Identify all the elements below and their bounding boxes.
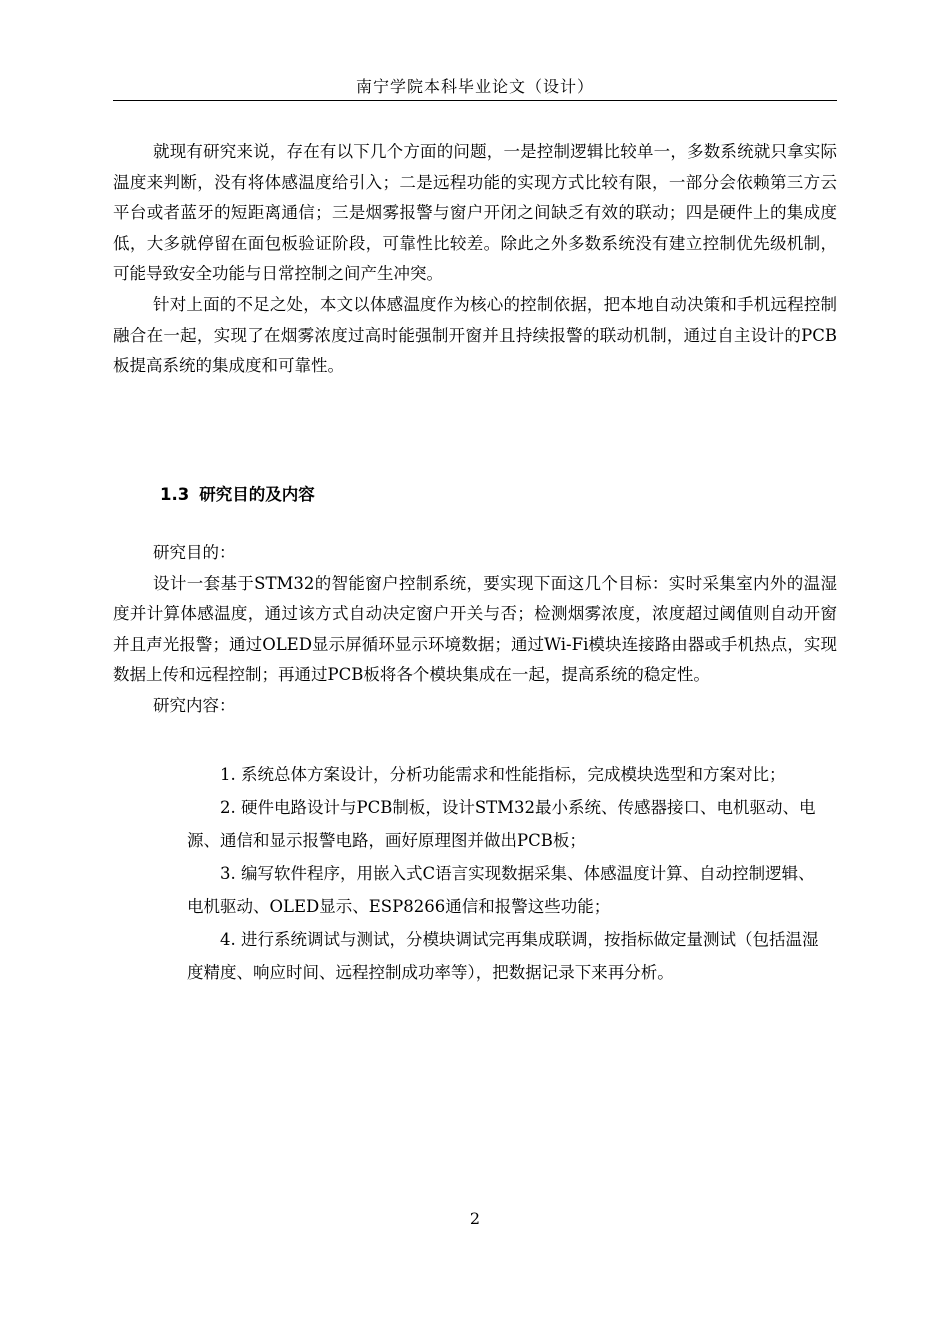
paragraph-proposed-approach: 针对上面的不足之处，本文以体感温度作为核心的控制依据，把本地自动决策和手机远程控制融合在一起，实现了在烟雾浓度过高时能强制开窗并且持续报警的联动机制，通过自主设计的PCB板提高系统的集成度和可靠性。: [113, 294, 837, 376]
section-title: 研究目的及内容: [199, 485, 315, 504]
page-number: 2: [469, 1209, 481, 1228]
purpose-paragraph: 设计一套基于STM32的智能窗户控制系统，要实现下面这几个目标：实时采集室内外的温湿度并计算体感温度，通过该方式自动决定窗户开关与否；检测烟雾浓度，浓度超过阈值则自动开窗并且声光报警；通过OLED显示屏循环显示环境数据；通过Wi-Fi模块连接路由器或手机热点，实现数据上传和远程控制；再通过PCB板将各个模块集成在一起，提高系统的稳定性。: [113, 573, 837, 685]
research-purpose-block: [113, 538, 837, 722]
list-item: 3. 编写软件程序，用嵌入式C语言实现数据采集、体感温度计算、自动控制逻辑、电机驱动、OLED显示、ESP8266通信和报警这些功能；: [187, 864, 815, 916]
content-label: 研究内容：: [153, 695, 236, 715]
research-content-list: [187, 758, 827, 989]
header-rule: [113, 100, 837, 101]
list-item: 4. 进行系统调试与测试，分模块调试完再集成联调，按指标做定量测试（包括温湿度精度、响应时间、远程控制成功率等），把数据记录下来再分析。: [187, 930, 819, 982]
purpose-label: 研究目的：: [153, 543, 236, 562]
list-item: 1. 系统总体方案设计，分析功能需求和性能指标，完成模块选型和方案对比；: [220, 765, 786, 784]
page-header-title: 南宁学院本科毕业论文（设计）: [355, 77, 594, 96]
intro-paragraphs: [113, 137, 837, 382]
list-item: 2. 硬件电路设计与PCB制板，设计STM32最小系统、传感器接口、电机驱动、电源、通信和显示报警电路，画好原理图并做出PCB板；: [187, 798, 816, 850]
section-heading: [160, 483, 315, 507]
section-number: 1.3: [160, 485, 190, 504]
paragraph-existing-problems: 就现有研究来说，存在有以下几个方面的问题，一是控制逻辑比较单一，多数系统就只拿实际温度来判断，没有将体感温度给引入；二是远程功能的实现方式比较有限，一部分会依赖第三方云平台或者蓝牙的短距离通信；三是烟雾报警与窗户开闭之间缺乏有效的联动；四是硬件上的集成度低，大多就停留在面包板验证阶段，可靠性比较差。除此之外多数系统没有建立控制优先级机制，可能导致安全功能与日常控制之间产生冲突。: [113, 142, 837, 284]
